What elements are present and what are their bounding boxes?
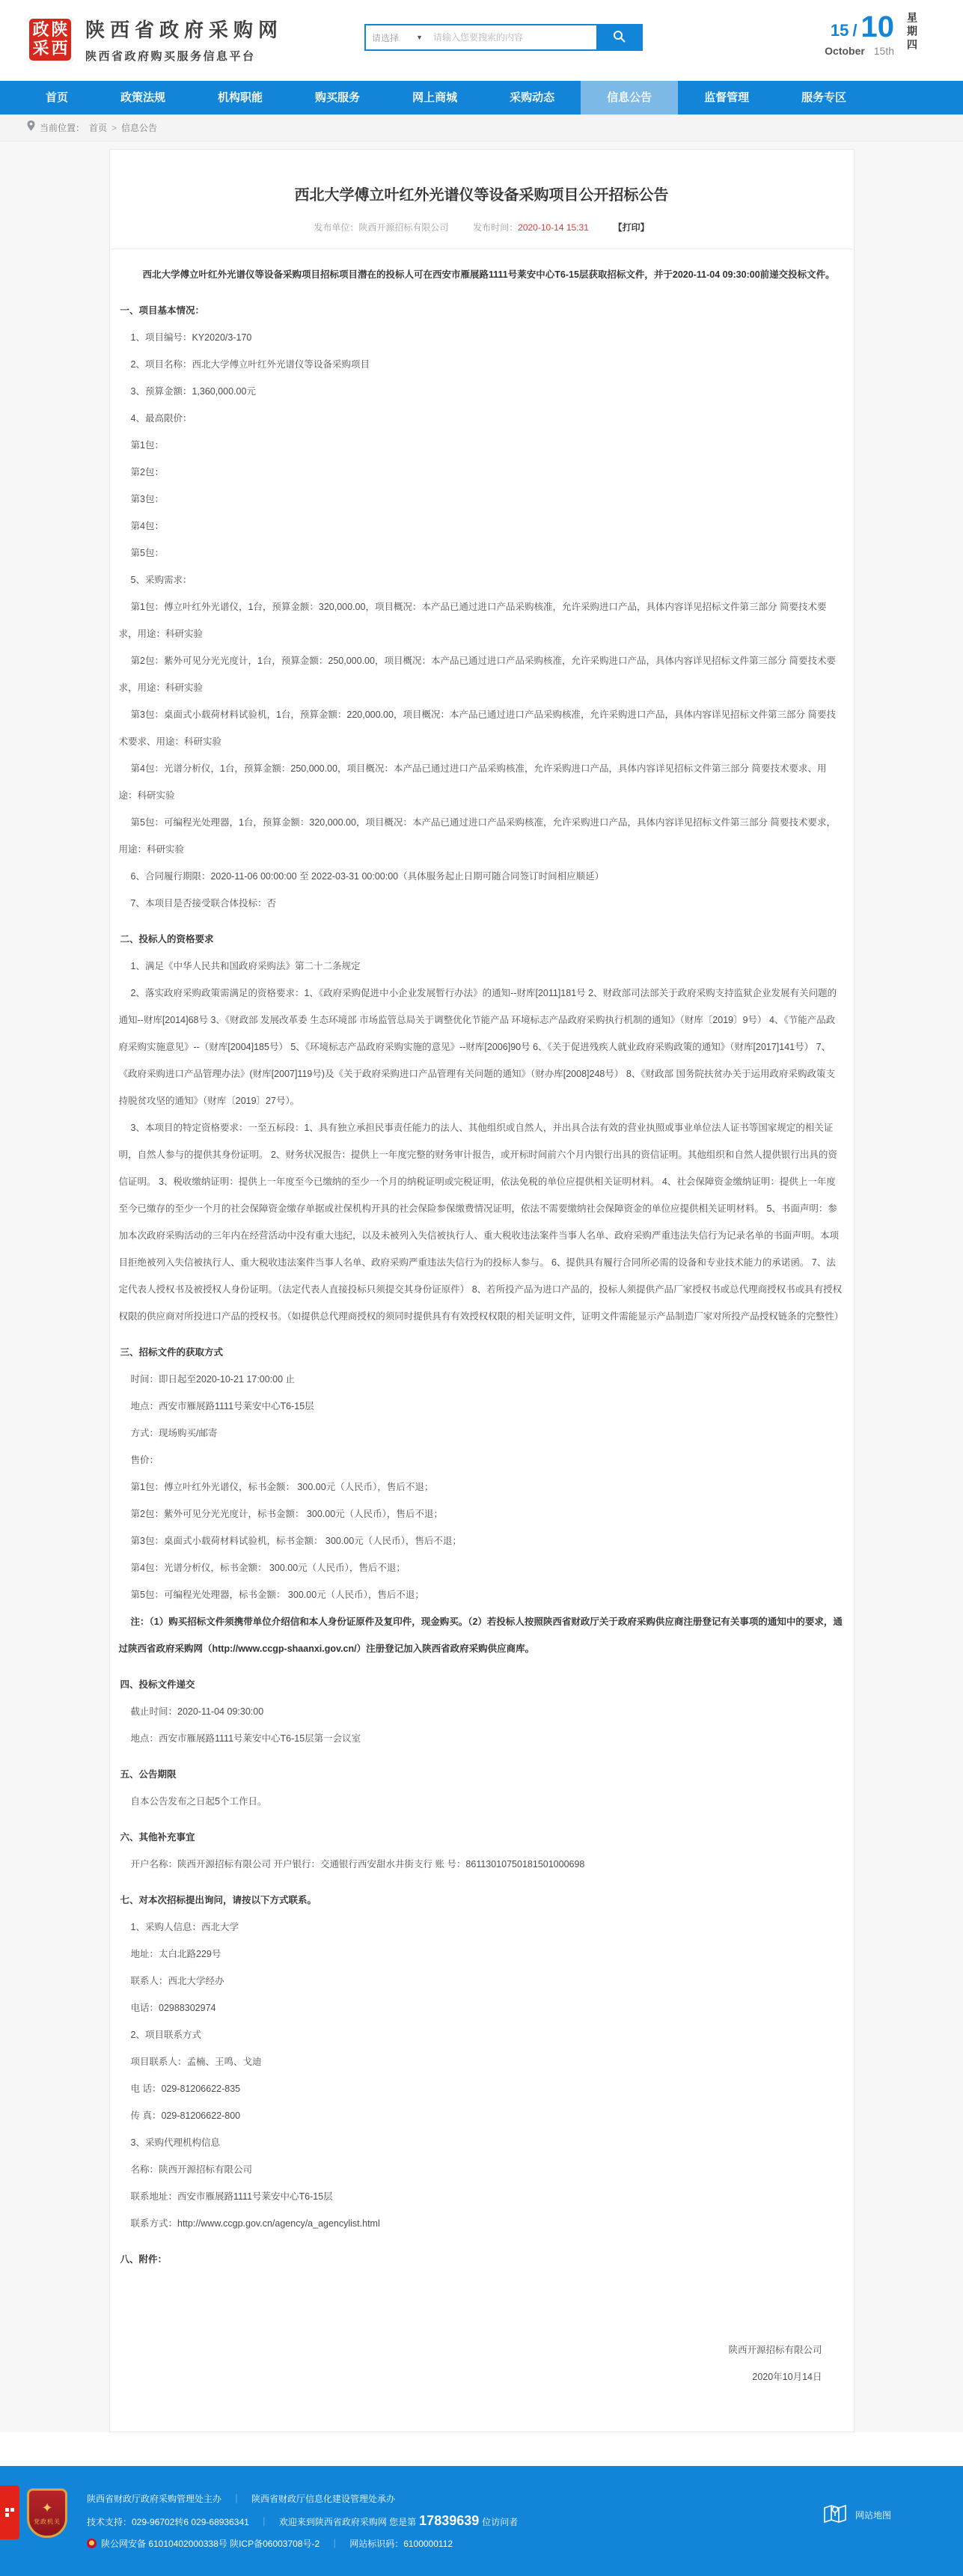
section-heading: 二、投标人的资格要求: [120, 934, 214, 944]
section-heading: 一、项目基本情况：: [120, 305, 205, 316]
article-paragraph: 地点：西安市雁展路1111号莱安中心T6-15层: [130, 1401, 314, 1411]
nav-item-home[interactable]: 首页: [46, 91, 69, 104]
date-day: 15: [830, 21, 849, 40]
nav-item-online-mall[interactable]: 网上商城: [412, 91, 458, 104]
nav-item-procurement-news[interactable]: 采购动态: [510, 91, 555, 104]
section-heading: 五、公告期限: [120, 1769, 177, 1780]
article-paragraph: 第5包：可编程光处理器，标书金额： 300.00元（人民币），售后不退；: [130, 1590, 424, 1600]
article-paragraph: 联系方式：http://www.ccgp.gov.cn/agency/a_agencylist.html: [130, 2218, 380, 2229]
signature-company: 陕西开源招标有限公司: [728, 2345, 822, 2355]
article-paragraph: 地点：西安市雁展路1111号莱安中心T6-15层第一会议室: [130, 1733, 361, 1744]
article-paragraph: 第1包：傅立叶红外光谱仪，标书金额： 300.00元（人民币），售后不退；: [130, 1482, 434, 1492]
footer-line-support: 技术支持：029-96702转6 029-68936341 ｜ 欢迎来到陕西省政府采购网 您是第 17839639 位访问者: [87, 2513, 519, 2528]
article-paragraph: 第1包：傅立叶红外光谱仪，1台，预算金额：320,000.00，项目概况：本产品已通过进口产品采购核准，允许采购进口产品，具体内容详见招标文件第三部分 简要技术要求，用途：科研实验: [118, 602, 827, 639]
article-body: [119, 261, 845, 2273]
article-paragraph: 6、合同履行期限：2020-11-06 00:00:00 至 2022-03-31 00:00:00（具体服务起止日期可随合同签订时间相应顺延）: [130, 871, 605, 882]
date-widget: [825, 12, 920, 61]
article-paragraph: 售价：: [130, 1455, 159, 1465]
article-paragraph: 1、满足《中华人民共和国政府采购法》第二十二条规定: [130, 961, 361, 971]
article-paragraph: 名称：陕西开源招标有限公司: [130, 2164, 253, 2175]
date-month-en: October: [825, 45, 865, 57]
site-subtitle: 陕西省政府购买服务信息平台: [85, 50, 256, 63]
site-title: 陕西省政府采购网: [85, 19, 284, 41]
article-paragraph: 西北大学傅立叶红外光谱仪等设备采购项目招标项目潜在的投标人可在西安市雁展路1111号莱安中心T6-15层获取招标文件，并于2020-11-04 09:30:00前递交投标文件。: [142, 269, 835, 280]
article-paragraph: 注：（1）购买招标文件须携带单位介绍信和本人身份证原件及复印件，现金购买。（2）若投标人按照陕西省财政厅关于政府采购供应商注册登记有关事项的通知中的要求，通过陕西省政府采购网（http://www.ccgp-shaanxi.gov.cn/）注册登记加入陕西省政府采购供应商库。: [118, 1617, 843, 1654]
section-heading: 七、对本次招标提出询问，请按以下方式联系。: [120, 1895, 317, 1905]
section-heading: 四、投标文件递交: [120, 1679, 195, 1690]
print-button[interactable]: 【打印】: [613, 222, 649, 233]
breadcrumb-separator: >: [111, 122, 117, 133]
article-paragraph: 3、本项目的特定资格要求：一至五标段：1、具有独立承担民事责任能力的法人、其他组织或自然人，并出具合法有效的营业执照或事业单位法人证书等国家规定的相关证明，自然人参与的提供其身份证明。 2、财务状况报告：提供上一年度完整的财务审计报告，或开标时间前六个月内银行出具的资信证明。其他组织和自然人提供银行出具的资信证明。 3、税收缴纳证明：提供上一年度至今已缴纳的至少一个月的纳税证明或完税证明，依法免税的单位应提供相关证明材料。 4、社会保障资金缴纳证明：提供上一年度至今已缴存的至少一个月的社会保障资金缴存单据或社保机构开具的社会保险参保缴费情况证明，依法不需要缴纳社会保障资金的单位应提供相关证明材料。 5、书面声明：参加本次政府采购活动的三年内在经营活动中没有重大违纪，以及未被列入失信被执行人、重大税收违法案件当事人名单、政府采购严重违法失信行为记录名单的书面声明。本项目拒绝被列入失信被执行人、重大税收违法案件当事人名单、政府采购严重违法失信行为的投标人参与。 6、提供具有履行合同所必需的设备和专业技术能力的承诺函。 7、法定代表人授权书及被授权人身份证明。（法定代表人直接投标只须提交其身份证原件） 8、若所投产品为进口产品的，投标人须提供产品厂家授权书或总代理商授权书或具有授权权限的供应商对所投进口产品的授权书。（如提供总代理商授权的须同时提供具有有效授权权限的相关证明文件，证明文件需能显示产品制造厂家对所投产品授权链条的完整性）: [118, 1123, 844, 1322]
article-paragraph: 7、本项目是否接受联合体投标：否: [130, 898, 276, 909]
article-paragraph: 时间：即日起至2020-10-21 17:00:00 止: [130, 1374, 296, 1385]
seal-char: 采: [32, 39, 49, 58]
sitemap-icon: [823, 2502, 849, 2528]
search-button[interactable]: [596, 25, 641, 49]
sitemap-link[interactable]: [823, 2502, 891, 2528]
article-paragraph: 3、预算金额：1,360,000.00元: [130, 386, 256, 397]
footer-undertaker: 陕西省财政厅信息化建设管理处承办: [251, 2494, 396, 2504]
date-day-en: 15th: [873, 45, 894, 57]
article-paragraph: 2、落实政府采购政策需满足的资格要求：1、《政府采购促进中小企业发展暂行办法》的通知--财库[2011]181号 2、财政部司法部关于政府采购支持监狱企业发展有关问题的通知--财库[2014]68号 3、《财政部 发展改革委 生态环境部 市场监管总局关于调整优化节能产品 环境标志产品政府采购执行机制的通知》（财库〔2019〕9号） 4、《节能产品政府采购实施意见》--（财库[2004]185号） 5、《环境标志产品政府采购实施的意见》--财库[2006]90号 6、《关于促进残疾人就业政府采购政策的通知》（财库[2017]141号） 7、《政府采购进口产品管理办法》(财库[2007]119号)及《关于政府采购进口产品管理有关问题的通知》（财办库[2008]248号） 8、《财政部 国务院扶贫办关于运用政府采购政策支持脱贫攻坚的通知》（财库〔2019〕27号）。: [118, 988, 837, 1106]
seal-char: 政: [32, 20, 49, 39]
search-box: [364, 24, 643, 51]
article-paragraph: 5、采购需求：: [130, 575, 192, 585]
article-paragraph: 第4包：: [130, 521, 164, 531]
torch-emblem-icon: ✦: [41, 2500, 53, 2515]
nav-item-supervision[interactable]: 监督管理: [704, 91, 750, 104]
publisher-value: 陕西开源招标有限公司: [358, 222, 449, 233]
date-separator: /: [852, 21, 857, 40]
signature-date: 2020年10月14日: [752, 2372, 822, 2382]
search-input[interactable]: [429, 25, 596, 49]
sitemap-label: 网站地图: [855, 2510, 891, 2521]
footer-host: 陕西省财政厅政府采购管理处主办: [87, 2494, 222, 2504]
article-paragraph: 开户名称：陕西开源招标有限公司 开户银行：交通银行西安甜水井街支行 账 号：86113010750181501000698: [130, 1859, 585, 1870]
article-paragraph: 联系地址：西安市雁展路1111号莱安中心T6-15层: [130, 2191, 333, 2202]
article-paragraph: 截止时间：2020-11-04 09:30:00: [130, 1706, 264, 1717]
main-area: [0, 141, 963, 2432]
dropdown-arrow-icon: ▼: [416, 34, 423, 41]
article-paragraph: 自本公告发布之日起5个工作日。: [130, 1796, 267, 1807]
article-paragraph: 传 真：029-81206622-800: [130, 2110, 241, 2121]
article-paragraph: 第1包：: [130, 440, 164, 451]
article-paragraph: 第3包：桌面式小载荷材料试验机，标书金额： 300.00元（人民币），售后不退；: [130, 1536, 462, 1546]
article-paragraph: 电 话：029-81206622-835: [130, 2084, 241, 2094]
article-paragraph: 2、项目名称：西北大学傅立叶红外光谱仪等设备采购项目: [130, 359, 370, 370]
gov-badge-icon: [27, 2488, 67, 2538]
qr-share-icon: [5, 2508, 14, 2517]
brand-seal-icon: [27, 16, 73, 63]
breadcrumb-current[interactable]: 信息公告: [121, 122, 158, 133]
main-nav: [0, 81, 963, 115]
article-paragraph: 第5包：可编程光处理器，1台，预算金额：320,000.00，项目概况：本产品已通过进口产品采购核准，允许采购进口产品，具体内容详见招标文件第三部分 简要技术要求，用途：科研实验: [118, 817, 836, 855]
article-paragraph: 第4包：光谱分析仪，1台，预算金额：250,000.00，项目概况：本产品已通过进口产品采购核准，允许采购进口产品，具体内容详见招标文件第三部分 简要技术要求、用途：科研实验: [118, 763, 827, 801]
location-pin-icon: [27, 115, 35, 141]
breadcrumb-label: 当前位置：: [40, 122, 85, 133]
footer-line-organizers: 陕西省财政厅政府采购管理处主办 ｜ 陕西省财政厅信息化建设管理处承办: [87, 2494, 396, 2504]
announcement-card: [109, 149, 855, 2432]
section-heading: 六、其他补充事宜: [120, 1832, 195, 1843]
publish-time-value: 2020-10-14 15:31: [518, 222, 589, 233]
visitor-count: 17839639: [419, 2513, 480, 2528]
date-month: 10: [860, 10, 894, 43]
page-title: 西北大学傅立叶红外光谱仪等设备采购项目公开招标公告: [294, 187, 669, 204]
site-header: [0, 0, 963, 81]
nav-item-buy-service[interactable]: 购买服务: [315, 91, 361, 104]
article-paragraph: 1、项目编号：KY2020/3-170: [130, 332, 252, 343]
seal-char: 陕: [51, 20, 68, 39]
article-paragraph: 3、采购代理机构信息: [130, 2137, 220, 2148]
article-paragraph: 第5包：: [130, 548, 164, 558]
article-paragraph: 第2包：紫外可见分光光度计，标书金额： 300.00元（人民币），售后不退；: [130, 1509, 443, 1519]
breadcrumb: [0, 115, 963, 141]
breadcrumb-home-link[interactable]: 首页: [89, 122, 108, 133]
article-paragraph: 电话：02988302974: [130, 2003, 216, 2013]
section-heading: 三、招标文件的获取方式: [120, 1347, 224, 1358]
beian-icon: [87, 2539, 97, 2548]
article-paragraph: 项目联系人：孟楠、王鸣、戈迪: [130, 2057, 262, 2067]
site-footer: [0, 2466, 963, 2576]
footer-site-code: 网站标识码：6100000112: [349, 2539, 453, 2549]
article-paragraph: 方式：现场购买/邮寄: [130, 1428, 218, 1438]
footer-tech-support: 技术支持：029-96702转6 029-68936341: [87, 2517, 249, 2527]
article-paragraph: 第3包：: [130, 494, 164, 504]
nav-item-service-zone[interactable]: 服务专区: [801, 91, 847, 104]
nav-item-info-notice[interactable]: 信息公告: [581, 81, 678, 115]
article-meta: [119, 221, 845, 234]
seal-char: 西: [51, 39, 68, 58]
search-category-value: 请选择: [372, 32, 400, 43]
publish-time-label: 发布时间：: [473, 222, 519, 233]
search-icon: [613, 30, 626, 45]
divider: [110, 248, 854, 249]
signature-block: [119, 2337, 845, 2390]
footer-line-beian: 陕公网安备 61010402000338号 陕ICP备06003708号-2 ｜ 网站标识码：6100000112: [87, 2533, 518, 2555]
site-logo[interactable]: [27, 15, 283, 64]
nav-item-policy[interactable]: 政策法规: [120, 91, 166, 104]
article-paragraph: 1、采购人信息：西北大学: [130, 1922, 239, 1932]
article-paragraph: 第2包：: [130, 467, 164, 477]
footer-beian-numbers[interactable]: 陕公网安备 61010402000338号 陕ICP备06003708号-2: [101, 2539, 320, 2549]
floating-share-widget[interactable]: [0, 2485, 19, 2539]
publisher-label: 发布单位：: [314, 222, 359, 233]
footer-welcome-prefix: 欢迎来到陕西省政府采购网 您是第: [278, 2517, 417, 2527]
gov-badge-label: 党政机关: [34, 2518, 61, 2525]
article-paragraph: 4、最高限价：: [130, 413, 192, 424]
nav-item-functions[interactable]: 机构职能: [218, 91, 263, 104]
article-paragraph: 第2包：紫外可见分光光度计，1台，预算金额：250,000.00，项目概况：本产品已通过进口产品采购核准，允许采购进口产品，具体内容详见招标文件第三部分 简要技术要求，用途：科研实验: [118, 656, 836, 693]
article-paragraph: 联系人：西北大学经办: [130, 1976, 224, 1986]
article-paragraph: 2、项目联系方式: [130, 2030, 201, 2040]
date-weekday: 星期四: [906, 12, 918, 52]
article-paragraph: 第3包：桌面式小载荷材料试验机，1台，预算金额：220,000.00，项目概况：本产品已通过进口产品采购核准，允许采购进口产品，具体内容详见招标文件第三部分 简要技术要求、用途：科研实验: [118, 709, 836, 747]
footer-welcome-suffix: 位访问者: [482, 2517, 519, 2527]
section-heading: 八、附件：: [120, 2254, 168, 2265]
article-paragraph: 第4包：光谱分析仪，标书金额： 300.00元（人民币），售后不退；: [130, 1563, 406, 1573]
article-paragraph: 地址：太白北路229号: [130, 1949, 221, 1959]
search-category-select[interactable]: [366, 25, 429, 49]
